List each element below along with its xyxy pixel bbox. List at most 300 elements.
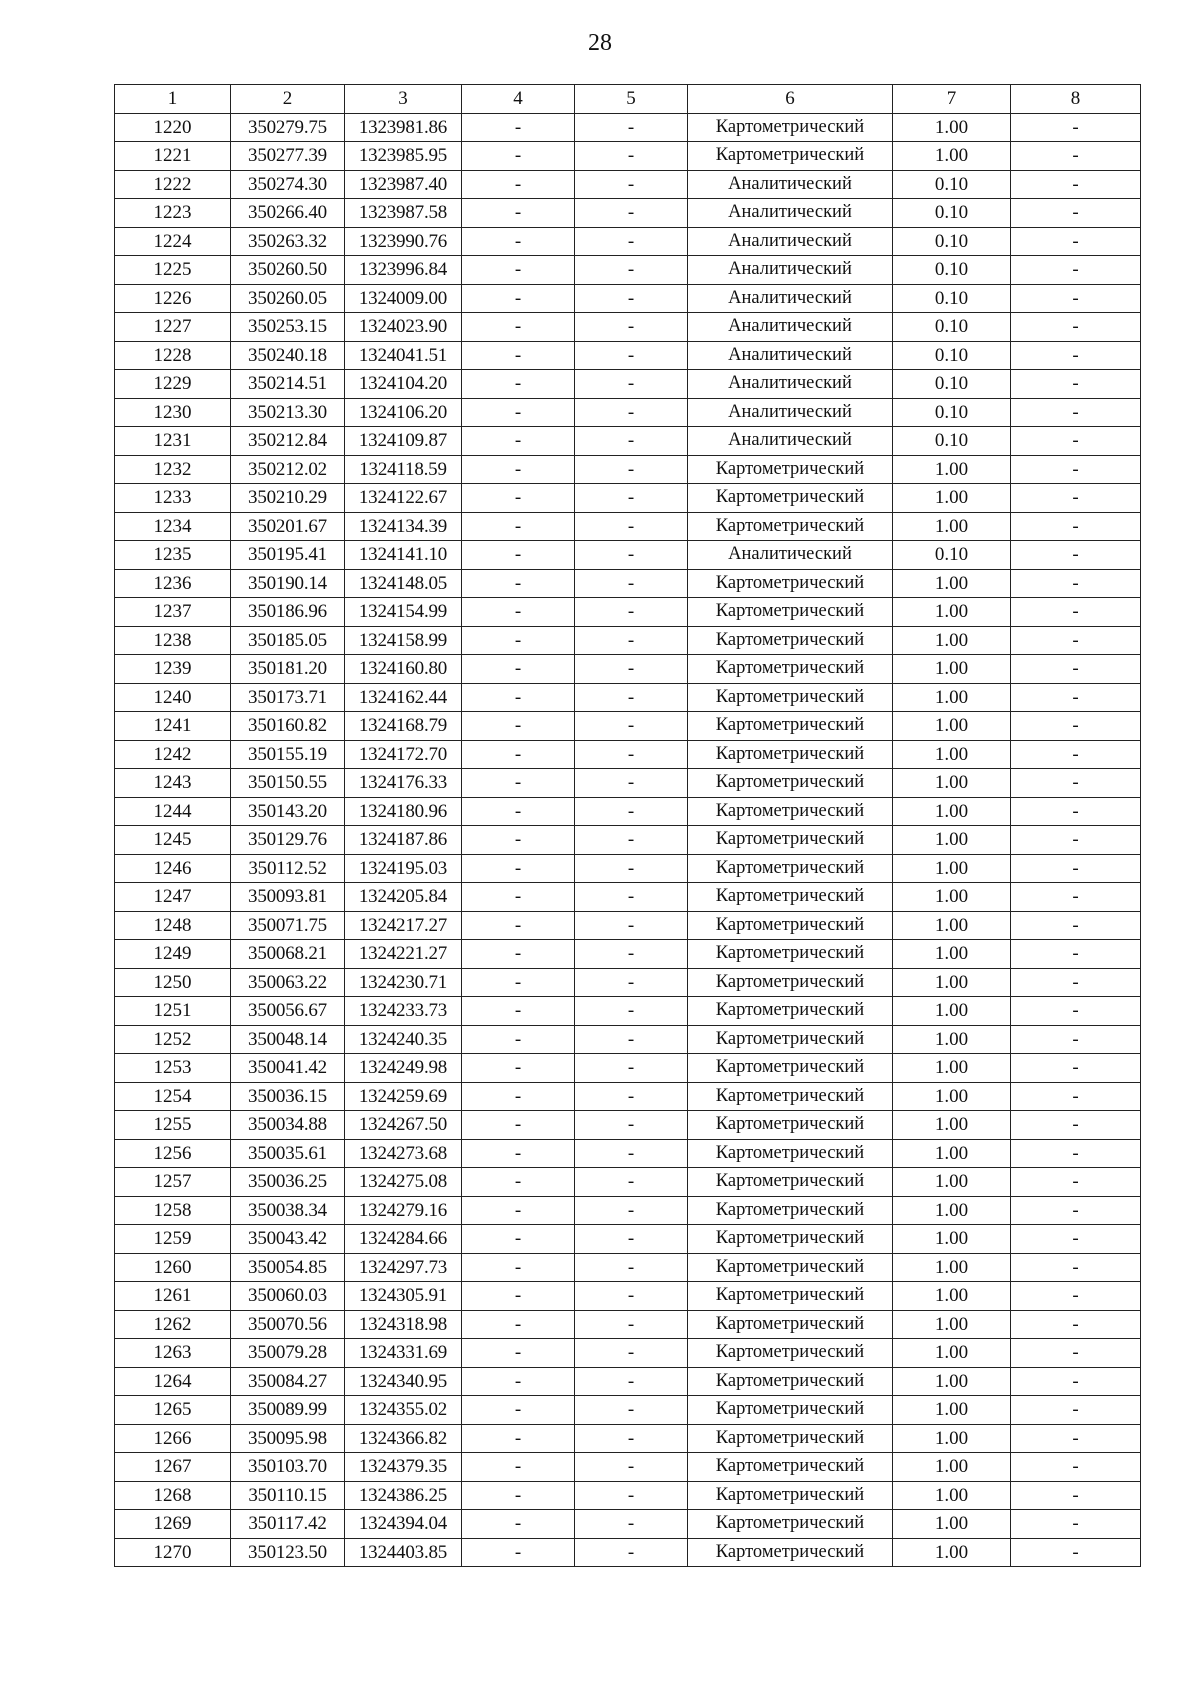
col4-cell: -: [462, 1538, 575, 1567]
y-coordinate-cell: 1324118.59: [345, 455, 462, 484]
point-number-cell: 1230: [115, 398, 231, 427]
y-coordinate-cell: 1324331.69: [345, 1339, 462, 1368]
point-number-cell: 1232: [115, 455, 231, 484]
col8-cell: -: [1011, 1510, 1141, 1539]
accuracy-cell: 1.00: [893, 142, 1011, 171]
col8-cell: -: [1011, 1367, 1141, 1396]
col5-cell: -: [575, 626, 688, 655]
table-row: [115, 1396, 1141, 1425]
column-header: 6: [688, 85, 893, 114]
column-header: 2: [231, 85, 345, 114]
x-coordinate-cell: 350155.19: [231, 740, 345, 769]
point-number-cell: 1236: [115, 569, 231, 598]
point-number-cell: 1227: [115, 313, 231, 342]
method-cell: Картометрический: [688, 1168, 893, 1197]
y-coordinate-cell: 1324134.39: [345, 512, 462, 541]
point-number-cell: 1224: [115, 227, 231, 256]
y-coordinate-cell: 1324023.90: [345, 313, 462, 342]
col8-cell: -: [1011, 398, 1141, 427]
col8-cell: -: [1011, 883, 1141, 912]
method-cell: Картометрический: [688, 683, 893, 712]
method-cell: Аналитический: [688, 170, 893, 199]
table-row: [115, 541, 1141, 570]
col5-cell: -: [575, 854, 688, 883]
accuracy-cell: 1.00: [893, 883, 1011, 912]
y-coordinate-cell: 1324249.98: [345, 1054, 462, 1083]
table-row: [115, 1339, 1141, 1368]
accuracy-cell: 0.10: [893, 227, 1011, 256]
x-coordinate-cell: 350212.84: [231, 427, 345, 456]
method-cell: Картометрический: [688, 940, 893, 969]
y-coordinate-cell: 1324176.33: [345, 769, 462, 798]
coordinates-table: [114, 84, 1141, 1567]
x-coordinate-cell: 350173.71: [231, 683, 345, 712]
col4-cell: -: [462, 1510, 575, 1539]
col4-cell: -: [462, 854, 575, 883]
method-cell: Картометрический: [688, 1424, 893, 1453]
accuracy-cell: 1.00: [893, 712, 1011, 741]
col5-cell: -: [575, 541, 688, 570]
point-number-cell: 1228: [115, 341, 231, 370]
method-cell: Картометрический: [688, 598, 893, 627]
point-number-cell: 1237: [115, 598, 231, 627]
y-coordinate-cell: 1324009.00: [345, 284, 462, 313]
col8-cell: -: [1011, 170, 1141, 199]
table-row: [115, 1111, 1141, 1140]
column-header: 3: [345, 85, 462, 114]
y-coordinate-cell: 1324279.16: [345, 1196, 462, 1225]
y-coordinate-cell: 1324160.80: [345, 655, 462, 684]
accuracy-cell: 1.00: [893, 655, 1011, 684]
y-coordinate-cell: 1324041.51: [345, 341, 462, 370]
y-coordinate-cell: 1324230.71: [345, 968, 462, 997]
col5-cell: -: [575, 1282, 688, 1311]
accuracy-cell: 1.00: [893, 1367, 1011, 1396]
method-cell: Картометрический: [688, 1282, 893, 1311]
method-cell: Картометрический: [688, 1225, 893, 1254]
x-coordinate-cell: 350043.42: [231, 1225, 345, 1254]
col5-cell: -: [575, 1396, 688, 1425]
col4-cell: -: [462, 712, 575, 741]
y-coordinate-cell: 1324109.87: [345, 427, 462, 456]
method-cell: Картометрический: [688, 1139, 893, 1168]
method-cell: Картометрический: [688, 626, 893, 655]
col8-cell: -: [1011, 997, 1141, 1026]
y-coordinate-cell: 1323987.40: [345, 170, 462, 199]
point-number-cell: 1239: [115, 655, 231, 684]
x-coordinate-cell: 350277.39: [231, 142, 345, 171]
y-coordinate-cell: 1324273.68: [345, 1139, 462, 1168]
method-cell: Аналитический: [688, 199, 893, 228]
accuracy-cell: 0.10: [893, 256, 1011, 285]
method-cell: Картометрический: [688, 1054, 893, 1083]
col4-cell: -: [462, 1139, 575, 1168]
col4-cell: -: [462, 569, 575, 598]
col8-cell: -: [1011, 1424, 1141, 1453]
point-number-cell: 1231: [115, 427, 231, 456]
col8-cell: -: [1011, 484, 1141, 513]
col5-cell: -: [575, 199, 688, 228]
point-number-cell: 1268: [115, 1481, 231, 1510]
y-coordinate-cell: 1324284.66: [345, 1225, 462, 1254]
col4-cell: -: [462, 313, 575, 342]
method-cell: Картометрический: [688, 740, 893, 769]
accuracy-cell: 1.00: [893, 1111, 1011, 1140]
point-number-cell: 1251: [115, 997, 231, 1026]
table-row: [115, 1424, 1141, 1453]
column-header: 4: [462, 85, 575, 114]
accuracy-cell: 1.00: [893, 940, 1011, 969]
table-row: [115, 1510, 1141, 1539]
accuracy-cell: 0.10: [893, 341, 1011, 370]
point-number-cell: 1233: [115, 484, 231, 513]
accuracy-cell: 1.00: [893, 455, 1011, 484]
method-cell: Картометрический: [688, 512, 893, 541]
method-cell: Картометрический: [688, 655, 893, 684]
method-cell: Картометрический: [688, 1453, 893, 1482]
table-row: [115, 256, 1141, 285]
method-cell: Картометрический: [688, 1025, 893, 1054]
accuracy-cell: 1.00: [893, 911, 1011, 940]
table-row: [115, 170, 1141, 199]
point-number-cell: 1235: [115, 541, 231, 570]
col5-cell: -: [575, 313, 688, 342]
y-coordinate-cell: 1324122.67: [345, 484, 462, 513]
y-coordinate-cell: 1324297.73: [345, 1253, 462, 1282]
col5-cell: -: [575, 1196, 688, 1225]
point-number-cell: 1258: [115, 1196, 231, 1225]
point-number-cell: 1250: [115, 968, 231, 997]
y-coordinate-cell: 1323985.95: [345, 142, 462, 171]
col8-cell: -: [1011, 427, 1141, 456]
y-coordinate-cell: 1324195.03: [345, 854, 462, 883]
accuracy-cell: 1.00: [893, 484, 1011, 513]
point-number-cell: 1261: [115, 1282, 231, 1311]
point-number-cell: 1256: [115, 1139, 231, 1168]
y-coordinate-cell: 1324154.99: [345, 598, 462, 627]
accuracy-cell: 0.10: [893, 427, 1011, 456]
y-coordinate-cell: 1323996.84: [345, 256, 462, 285]
method-cell: Аналитический: [688, 541, 893, 570]
col4-cell: -: [462, 940, 575, 969]
table-row: [115, 1139, 1141, 1168]
col4-cell: -: [462, 1481, 575, 1510]
point-number-cell: 1246: [115, 854, 231, 883]
point-number-cell: 1269: [115, 1510, 231, 1539]
col5-cell: -: [575, 1453, 688, 1482]
col4-cell: -: [462, 1111, 575, 1140]
method-cell: Аналитический: [688, 227, 893, 256]
x-coordinate-cell: 350063.22: [231, 968, 345, 997]
table-row: [115, 484, 1141, 513]
y-coordinate-cell: 1324366.82: [345, 1424, 462, 1453]
col5-cell: -: [575, 1424, 688, 1453]
accuracy-cell: 1.00: [893, 1253, 1011, 1282]
col4-cell: -: [462, 1196, 575, 1225]
col5-cell: -: [575, 113, 688, 142]
table-row: [115, 940, 1141, 969]
x-coordinate-cell: 350084.27: [231, 1367, 345, 1396]
y-coordinate-cell: 1324148.05: [345, 569, 462, 598]
table-row: [115, 1538, 1141, 1567]
point-number-cell: 1242: [115, 740, 231, 769]
col4-cell: -: [462, 1310, 575, 1339]
accuracy-cell: 1.00: [893, 512, 1011, 541]
x-coordinate-cell: 350036.15: [231, 1082, 345, 1111]
y-coordinate-cell: 1324162.44: [345, 683, 462, 712]
x-coordinate-cell: 350274.30: [231, 170, 345, 199]
col4-cell: -: [462, 769, 575, 798]
y-coordinate-cell: 1324233.73: [345, 997, 462, 1026]
accuracy-cell: 1.00: [893, 1510, 1011, 1539]
point-number-cell: 1249: [115, 940, 231, 969]
y-coordinate-cell: 1324240.35: [345, 1025, 462, 1054]
method-cell: Картометрический: [688, 1082, 893, 1111]
method-cell: Картометрический: [688, 997, 893, 1026]
accuracy-cell: 1.00: [893, 683, 1011, 712]
table-row: [115, 313, 1141, 342]
col5-cell: -: [575, 826, 688, 855]
y-coordinate-cell: 1324394.04: [345, 1510, 462, 1539]
col5-cell: -: [575, 911, 688, 940]
col5-cell: -: [575, 370, 688, 399]
col8-cell: -: [1011, 341, 1141, 370]
col8-cell: -: [1011, 142, 1141, 171]
x-coordinate-cell: 350079.28: [231, 1339, 345, 1368]
y-coordinate-cell: 1324205.84: [345, 883, 462, 912]
accuracy-cell: 1.00: [893, 569, 1011, 598]
x-coordinate-cell: 350186.96: [231, 598, 345, 627]
col8-cell: -: [1011, 284, 1141, 313]
accuracy-cell: 1.00: [893, 797, 1011, 826]
point-number-cell: 1253: [115, 1054, 231, 1083]
method-cell: Картометрический: [688, 1310, 893, 1339]
col5-cell: -: [575, 997, 688, 1026]
x-coordinate-cell: 350095.98: [231, 1424, 345, 1453]
col4-cell: -: [462, 142, 575, 171]
x-coordinate-cell: 350048.14: [231, 1025, 345, 1054]
col8-cell: -: [1011, 1538, 1141, 1567]
x-coordinate-cell: 350260.50: [231, 256, 345, 285]
col8-cell: -: [1011, 797, 1141, 826]
y-coordinate-cell: 1324379.35: [345, 1453, 462, 1482]
method-cell: Картометрический: [688, 826, 893, 855]
point-number-cell: 1248: [115, 911, 231, 940]
col8-cell: -: [1011, 1196, 1141, 1225]
col8-cell: -: [1011, 683, 1141, 712]
col5-cell: -: [575, 1025, 688, 1054]
x-coordinate-cell: 350112.52: [231, 854, 345, 883]
col5-cell: -: [575, 883, 688, 912]
x-coordinate-cell: 350160.82: [231, 712, 345, 741]
y-coordinate-cell: 1324275.08: [345, 1168, 462, 1197]
y-coordinate-cell: 1324305.91: [345, 1282, 462, 1311]
col4-cell: -: [462, 683, 575, 712]
method-cell: Картометрический: [688, 1367, 893, 1396]
col4-cell: -: [462, 626, 575, 655]
y-coordinate-cell: 1324340.95: [345, 1367, 462, 1396]
col4-cell: -: [462, 170, 575, 199]
table-row: [115, 1481, 1141, 1510]
table-row: [115, 683, 1141, 712]
col8-cell: -: [1011, 911, 1141, 940]
table-row: [115, 398, 1141, 427]
method-cell: Картометрический: [688, 569, 893, 598]
col5-cell: -: [575, 427, 688, 456]
point-number-cell: 1263: [115, 1339, 231, 1368]
table-row: [115, 1168, 1141, 1197]
col4-cell: -: [462, 1424, 575, 1453]
x-coordinate-cell: 350213.30: [231, 398, 345, 427]
table-header-row: [115, 85, 1141, 114]
point-number-cell: 1254: [115, 1082, 231, 1111]
x-coordinate-cell: 350190.14: [231, 569, 345, 598]
col4-cell: -: [462, 341, 575, 370]
x-coordinate-cell: 350260.05: [231, 284, 345, 313]
col4-cell: -: [462, 1453, 575, 1482]
x-coordinate-cell: 350054.85: [231, 1253, 345, 1282]
col5-cell: -: [575, 1481, 688, 1510]
col5-cell: -: [575, 1339, 688, 1368]
col4-cell: -: [462, 512, 575, 541]
accuracy-cell: 1.00: [893, 1453, 1011, 1482]
accuracy-cell: 1.00: [893, 1282, 1011, 1311]
x-coordinate-cell: 350035.61: [231, 1139, 345, 1168]
method-cell: Картометрический: [688, 113, 893, 142]
table-row: [115, 740, 1141, 769]
y-coordinate-cell: 1324104.20: [345, 370, 462, 399]
col8-cell: -: [1011, 113, 1141, 142]
x-coordinate-cell: 350036.25: [231, 1168, 345, 1197]
y-coordinate-cell: 1324172.70: [345, 740, 462, 769]
col5-cell: -: [575, 1139, 688, 1168]
point-number-cell: 1225: [115, 256, 231, 285]
table-row: [115, 113, 1141, 142]
x-coordinate-cell: 350181.20: [231, 655, 345, 684]
col5-cell: -: [575, 170, 688, 199]
accuracy-cell: 1.00: [893, 1168, 1011, 1197]
col8-cell: -: [1011, 256, 1141, 285]
x-coordinate-cell: 350093.81: [231, 883, 345, 912]
col5-cell: -: [575, 683, 688, 712]
table-row: [115, 854, 1141, 883]
table-row: [115, 341, 1141, 370]
table-row: [115, 769, 1141, 798]
col5-cell: -: [575, 940, 688, 969]
col8-cell: -: [1011, 1396, 1141, 1425]
method-cell: Аналитический: [688, 341, 893, 370]
accuracy-cell: 0.10: [893, 398, 1011, 427]
table-row: [115, 1082, 1141, 1111]
point-number-cell: 1222: [115, 170, 231, 199]
x-coordinate-cell: 350038.34: [231, 1196, 345, 1225]
table-row: [115, 1310, 1141, 1339]
table-row: [115, 1453, 1141, 1482]
col4-cell: -: [462, 968, 575, 997]
y-coordinate-cell: 1324221.27: [345, 940, 462, 969]
col4-cell: -: [462, 1168, 575, 1197]
table-row: [115, 968, 1141, 997]
col5-cell: -: [575, 1538, 688, 1567]
table-row: [115, 797, 1141, 826]
col4-cell: -: [462, 1054, 575, 1083]
col4-cell: -: [462, 370, 575, 399]
col8-cell: -: [1011, 227, 1141, 256]
point-number-cell: 1266: [115, 1424, 231, 1453]
x-coordinate-cell: 350041.42: [231, 1054, 345, 1083]
y-coordinate-cell: 1323990.76: [345, 227, 462, 256]
col5-cell: -: [575, 1310, 688, 1339]
col4-cell: -: [462, 541, 575, 570]
method-cell: Аналитический: [688, 284, 893, 313]
table-row: [115, 1025, 1141, 1054]
y-coordinate-cell: 1324187.86: [345, 826, 462, 855]
accuracy-cell: 0.10: [893, 370, 1011, 399]
accuracy-cell: 1.00: [893, 1082, 1011, 1111]
accuracy-cell: 0.10: [893, 284, 1011, 313]
col5-cell: -: [575, 341, 688, 370]
col4-cell: -: [462, 1339, 575, 1368]
col4-cell: -: [462, 1225, 575, 1254]
method-cell: Картометрический: [688, 1481, 893, 1510]
method-cell: Картометрический: [688, 797, 893, 826]
accuracy-cell: 1.00: [893, 854, 1011, 883]
col5-cell: -: [575, 484, 688, 513]
accuracy-cell: 1.00: [893, 826, 1011, 855]
col5-cell: -: [575, 1054, 688, 1083]
col8-cell: -: [1011, 598, 1141, 627]
accuracy-cell: 1.00: [893, 1310, 1011, 1339]
x-coordinate-cell: 350123.50: [231, 1538, 345, 1567]
col4-cell: -: [462, 284, 575, 313]
accuracy-cell: 0.10: [893, 541, 1011, 570]
point-number-cell: 1223: [115, 199, 231, 228]
method-cell: Картометрический: [688, 1510, 893, 1539]
col8-cell: -: [1011, 541, 1141, 570]
point-number-cell: 1221: [115, 142, 231, 171]
col8-cell: -: [1011, 1339, 1141, 1368]
table-row: [115, 1225, 1141, 1254]
x-coordinate-cell: 350214.51: [231, 370, 345, 399]
table-row: [115, 370, 1141, 399]
table-row: [115, 427, 1141, 456]
col8-cell: -: [1011, 740, 1141, 769]
point-number-cell: 1264: [115, 1367, 231, 1396]
x-coordinate-cell: 350263.32: [231, 227, 345, 256]
table-row: [115, 512, 1141, 541]
col4-cell: -: [462, 1396, 575, 1425]
col4-cell: -: [462, 484, 575, 513]
col4-cell: -: [462, 455, 575, 484]
col5-cell: -: [575, 569, 688, 598]
col8-cell: -: [1011, 1253, 1141, 1282]
col5-cell: -: [575, 1225, 688, 1254]
accuracy-cell: 1.00: [893, 626, 1011, 655]
accuracy-cell: 1.00: [893, 1481, 1011, 1510]
accuracy-cell: 0.10: [893, 313, 1011, 342]
y-coordinate-cell: 1324386.25: [345, 1481, 462, 1510]
accuracy-cell: 1.00: [893, 1396, 1011, 1425]
col8-cell: -: [1011, 512, 1141, 541]
x-coordinate-cell: 350266.40: [231, 199, 345, 228]
table-row: [115, 199, 1141, 228]
x-coordinate-cell: 350056.67: [231, 997, 345, 1026]
x-coordinate-cell: 350212.02: [231, 455, 345, 484]
accuracy-cell: 1.00: [893, 769, 1011, 798]
col5-cell: -: [575, 455, 688, 484]
accuracy-cell: 1.00: [893, 598, 1011, 627]
point-number-cell: 1255: [115, 1111, 231, 1140]
